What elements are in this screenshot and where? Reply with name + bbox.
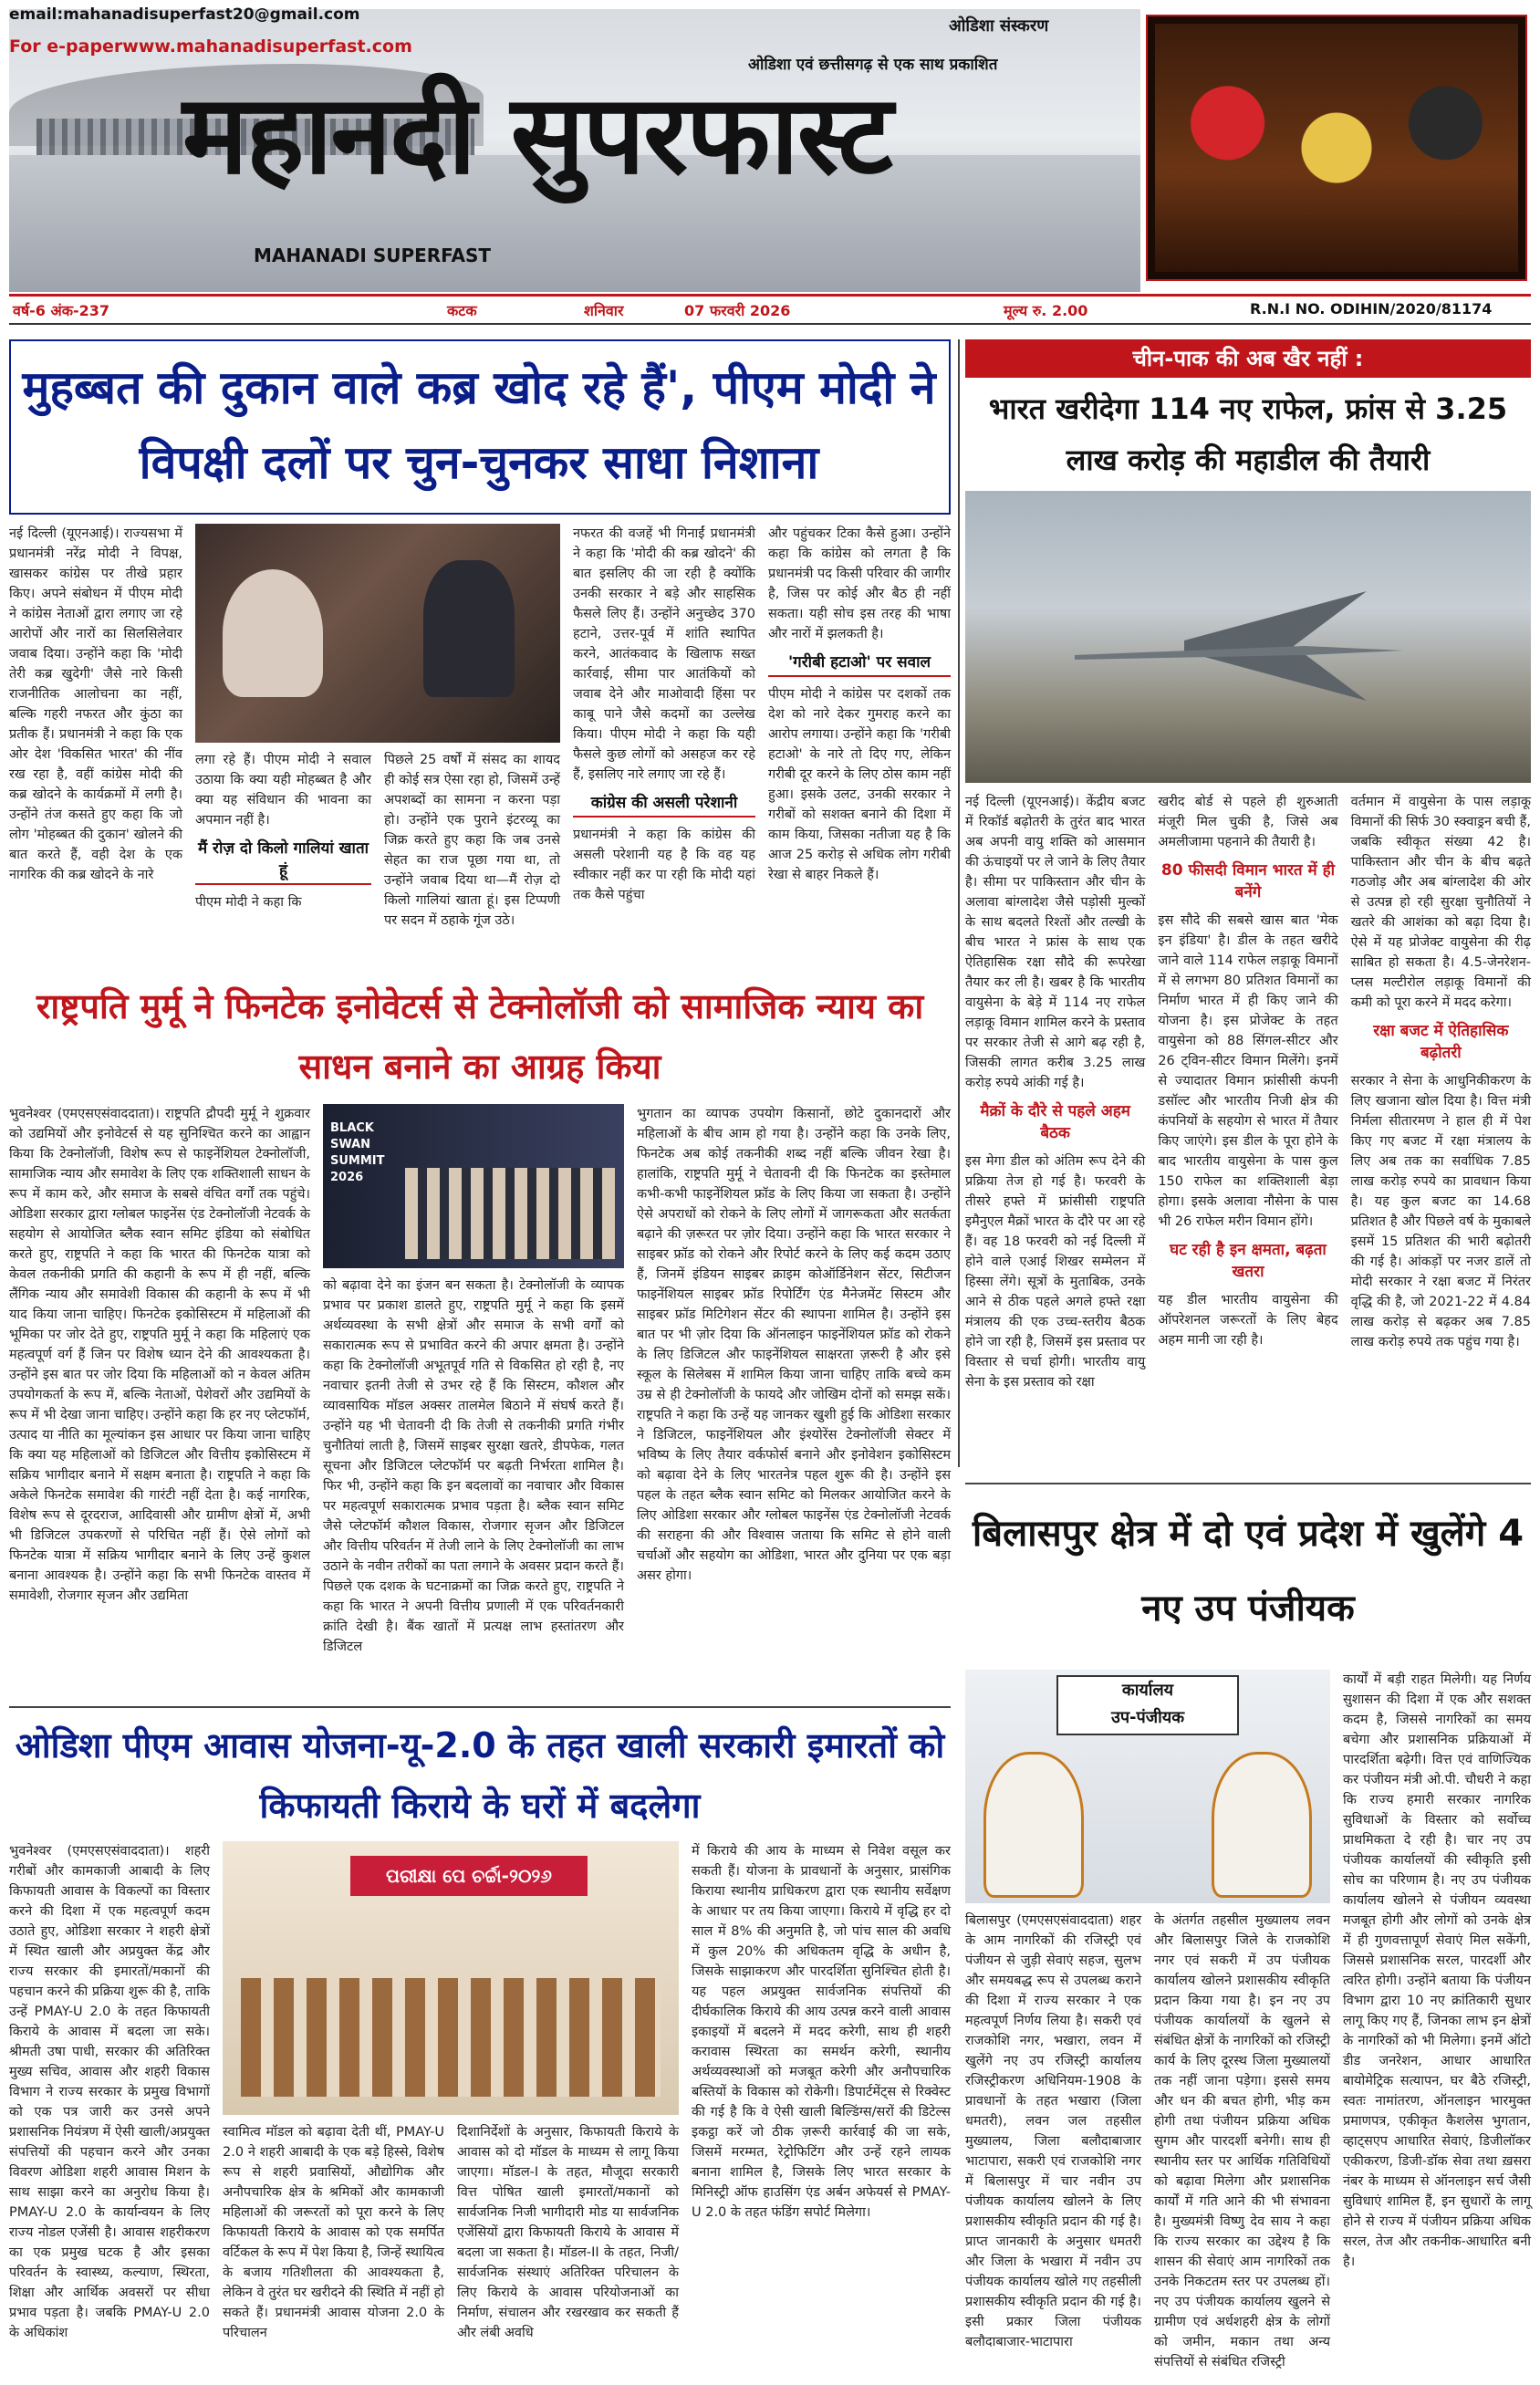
newspaper-subtitle: MAHANADI SUPERFAST [254,245,492,266]
rni-number: R.N.I NO. ODIHIN/2020/81174 [1250,300,1493,318]
rafale-jet-photo [965,491,1531,783]
sign-line2: उप-पंजीयक [1110,1708,1185,1727]
volume-issue: वर्ष-6 अंक-237 [13,302,110,319]
story5-body [965,1670,1531,2372]
story2-col2-wrap [1158,792,1337,1467]
story3-headline[interactable]: राष्ट्रपति मुर्मू ने फिनटेक इनोवेटर्स से टेक्नोलॉजी को सामाजिक न्याय का साधन बनाने का आग्रह किया [36,986,924,1087]
epaper-link[interactable]: For e-paperwww.mahanadisuperfast.com [9,36,412,57]
story3-col2: को बढ़ावा देने का इंजन बन सकता है। टेक्नोलॉजी के व्यापक प्रभाव पर प्रकाश डालते हुए, राष्ट्रपति मुर्मू ने कहा कि इसमें अर्थव्यवस्था के सभी क्षेत्रों और समाज के सभी वर्गों को सकारात्मक रूप से प्रभावित करने की अपार क्षमता है। उन्होंने कहा कि टेक्नोलॉजी अभूतपूर्व गति से विकसित हो रही है, नए नवाचार इतनी तेजी से उभर रहे हैं कि सिस्टम, कौशल और व्यावसायिक मॉडल अक्सर तालमेल बिठाने में संघर्ष करते हैं। उन्होंने यह भी चेतावनी दी कि तेजी से तकनीकी प्रगति गंभीर चुनौतियां लाती है, जिसमें साइबर सुरक्षा खतरे, डीपफेक, गलत सूचना और डिजिटल प्लेटफॉर्म पर बढ़ती निर्भरता शामिल है। फिर भी, उन्होंने कहा कि इन बदलावों का नवाचार और विकास पर महत्वपूर्ण सकारात्मक प्रभाव पड़ता है। ब्लैक स्वान समिट जैसे प्लेटफॉर्म कौशल विकास, रोजगार सृजन और डिजिटल और वित्तीय परिवर्तन में तेजी लाने के लिए टेक्नोलॉजी का लाभ उठाने के नवीन तरीकों का पता लगाने के अवसर प्रदान करते हैं। पिछले एक दशक के घटनाक्रमों का जिक्र करते हुए, राष्ट्रपति ने कहा कि भारत ने अपनी वित्तीय प्रणाली में एक परिवर्तनकारी क्रांति देखी है। बैंक खातों में प्रत्यक्ष लाभ हस्तांतरण और डिजिटल [323,1278,624,1654]
story1-col2: लगा रहे हैं। पीएम मोदी ने सवाल उठाया कि क्या यही मोहब्बत है और क्या यह संविधान की भावना का अपमान नहीं है। [195,753,371,828]
story2-subhead-d: रक्षा बजट में ऐतिहासिक बढ़ोतरी [1373,1022,1509,1062]
story5-left [965,1670,1330,2372]
story1-col5: और पहुंचकर टिका कैसे हुआ। उन्होंने कहा कि कांग्रेस को लगता है कि प्रधानमंत्री पद किसी परिवार की जागीर है, जिस पर कोई और बैठ ही नहीं सकता। यही सोच इस तरह की भाषा और नारों में झलकती है। [768,526,951,641]
story2-body [965,792,1531,1467]
story1-col1: नई दिल्ली (यूएनआई)। राज्यसभा में प्रधानमंत्री नरेंद्र मोदी ने विपक्ष, खासकर कांग्रेस पर तीखे प्रहार किए। अपने संबोधन में पीएम मोदी ने कांग्रेस नेताओं द्वारा लगाए जा रहे आरोपों और नारों का सिलसिलेवार जवाब दिया। उन्होंने कहा कि 'मोदी तेरी कब्र खुदेगी' जैसे नारे किसी राजनीतिक आलोचना का नहीं, बल्कि गहरी नफरत और कुंठा का प्रतीक हैं। प्रधानमंत्री ने कहा कि एक ओर देश 'विकसित भारत' की नींव रख रहा है, वहीं कांग्रेस मोदी की कब्र खोदने के कार्यक्रमों में लगी है। उन्होंने तंज कसते हुए कहा कि जो लोग 'मोहब्बत की दुकान' खोलने की बात करते हैं, वही देश के एक नागरिक की कब्र खोदने के नारे [9,526,182,882]
story2-subhead-a: मैक्रों के दौरे से पहले अहम बैठक [980,1102,1130,1142]
registrar-photo [965,1670,1330,1903]
story1-col5b: पीएम मोदी ने कांग्रेस पर दशकों तक देश को नारे देकर गुमराह करने का आरोप लगाया। उन्होंने कहा कि 'गरीबी हटाओ' के नारे तो दिए गए, लेकिन गरीबी दूर करने के लिए ठोस काम नहीं हुआ। इसके उलट, उनकी सरकार ने गरीबों को सशक्त बनाने की दिशा में काम किया, जिसका नतीजा यह है कि आज 25 करोड़ से अधिक लोग गरीबी रेखा से बाहर निकले हैं। [768,687,951,882]
minister-figure [423,560,515,697]
issue-date: 07 फरवरी 2026 [684,302,791,319]
story4-col2: स्वामित्व मॉडल को बढ़ावा देती थीं, PMAY-U 2.0 ने शहरी आबादी के एक बड़े हिस्से, विशेष रूप से शहरी प्रवासियों, औद्योगिक और अनौपचारिक क्षेत्र के श्रमिकों और कामकाजी महिलाओं की जरूरतों को पूरा करने के लिए किफायती किराये के आवास को एक समर्पित वर्टिकल के रूप में पेश किया है, जिन्हें स्थायित्व के बजाय गतिशीलता की आवश्यकता है, लेकिन वे तुरंत घर खरीदने की स्थिति में नहीं हो सकते हैं। प्रधानमंत्री आवास योजना 2.0 के परिचालन [223,2125,444,2340]
story4-headline[interactable]: ओडिशा पीएम आवास योजना-यू-2.0 के तहत खाली सरकारी इमारतों को किफायती किराये के घरों में बदलेगा [15,1725,945,1826]
story1-mid-cols [195,750,560,953]
city: कटक [447,302,477,319]
story5-col2: बिलासपुर (एमएसएसंवाददाता) शहर के आम नागरिकों की रजिस्ट्री एवं पंजीयन से जुड़ी सेवाएं सहज, सुलभ और समयबद्ध रूप से उपलब्ध कराने की दिशा में राज्य सरकार ने एक महत्वपूर्ण निर्णय लिया है। सकरी एवं राजकोशि नगर, भखारा, लवन में खुलेंगे नए उप रजिस्ट्री कार्यालय रजिस्ट्रीकरण अधिनियम-1908 के प्रावधानों के तहत भखारा (जिला धमतरी), लवन जल तहसील मुख्यालय, जिला बलौदाबाजार भाटापारा, सकरी एवं राजकोशि नगर में बिलासपुर में चार नवीन उप पंजीयक कार्यालय खोलने के लिए प्रशासकीय स्वीकृति प्रदान की गई है। प्राप्त जानकारी के अनुसार धमतरी और जिला के भखारा में नवीन उप पंजीयक कार्यालय खोले गए तहसीली प्रशासकीय स्वीकृति प्रदान की गई है। इसी प्रकार जिला पंजीयक बलौदाबाजार-भाटापारा [965,1913,1141,2349]
column-divider [958,339,960,1467]
sign-line1: कार्यालय [1121,1681,1174,1700]
story2-kicker: चीन-पाक की अब खैर नहीं : [965,339,1531,378]
story2-col2c: यह डील भारतीय वायुसेना की ऑपरेशनल जरूरतों के लिए बेहद अहम मानी जा रही है। [1158,1293,1338,1348]
pariksha-photo [223,1841,679,2115]
section-divider [9,1706,951,1708]
summit-people [405,1168,615,1259]
tagline: ओडिशा एवं छत्तीसगढ़ से एक साथ प्रकाशित [748,56,998,74]
price: मूल्य रु. 2.00 [1004,302,1088,319]
story1-body [9,524,951,953]
contact-email[interactable]: email:mahanadisuperfast20@gmail.com [9,5,360,24]
story5-left-cols [965,1911,1330,2372]
story4-col3: दिशानिर्देशों के अनुसार, किफायती किराये के आवास को दो मॉडल के माध्यम से लागू किया जाएगा। मॉडल-I के तहत, मौजूदा सरकारी वित्त पोषित खाली इमारतों/मकानों को सार्वजनिक निजी भागीदारी मोड या सार्वजनिक एजेंसियों द्वारा किफायती किराये के आवास में बदला जा सकता है। मॉडल-II के तहत, निजी/सार्वजनिक संस्थाएं अतिरिक्त परिचालन के लिए किराये के आवास परियोजनाओं का निर्माण, संचालन और रखरखाव कर सकती हैं और लंबी अवधि [457,2125,679,2340]
story4-col4: में किराये की आय के माध्यम से निवेश वसूल कर सकती हैं। योजना के प्रावधानों के अनुसार, प्रासंगिक किराया स्थानीय प्राधिकरण द्वारा एक स्थानीय सर्वेक्षण के आधार पर तय किया जाएगा। किराये में वृद्धि हर दो साल में 8% की अनुमति है, जो पांच साल की अवधि में कुल 20% की अधिकतम वृद्धि के अधीन है, जिसके साझाकरण और पारदर्शिता सुनिश्चित होती है। यह पहल अप्रयुक्त सार्वजनिक संपत्तियों की दीर्घकालिक किराये की आय उत्पन्न करने वाली आवास इकाइयों में बदलने में मदद करेगी, साथ ही शहरी करावास स्थिरता का समर्थन करेगी, स्थानीय अर्थव्यवस्थाओं को मजबूत करेगी और अनौपचारिक बस्तियों के विकास को रोकेगी। डिपार्टमेंट्स से रिक्वेस्ट की गई है कि वे ऐसी खाली बिल्डिंग्स/सरों की डिटेल्स इकट्ठा करें जो ठीक ज़रूरी कार्रवाई की जा सके, जिसमें मरम्मत, रेट्रोफिटिंग और उन्हें रहने लायक बनाना शामिल है, जिसके लिए भारत सरकार के मिनिस्ट्री ऑफ हाउसिंग एंड अर्बन अफेयर्स से PMAY-U 2.0 के तहत फंडिंग सपोर्ट मिलेगा। [692,1844,951,2220]
story2-col1: नई दिल्ली (यूएनआई)। केंद्रीय बजट में रिकॉर्ड बढ़ोतरी के तुरंत बाद भारत अब अपनी वायु शक्ति को आसमान की ऊंचाइयों पर ले जाने के लिए तैयार है। सीमा पर पाकिस्तान और चीन के अलावा बांग्लादेश जैसे पड़ोसी मुल्कों के साथ बदलते रिश्तों और तल्खी के बीच भारत ने फ्रांस के साथ एक ऐतिहासिक रक्षा सौदे की रूपरेखा तैयार कर ली है। खबर है कि भारतीय वायुसेना के बेड़े में 114 नए राफेल लड़ाकू विमान शामिल करने के प्रस्ताव पर सरकार तेजी से आगे बढ़ रही है, जिसकी लागत करीब 3.25 लाख करोड़ रुपये आंकी गई है। [965,795,1146,1090]
story1-subhead1: मैं रोज़ दो किलो गालियां खाता हूं [195,838,371,885]
story2-col2b: इस सौदे की सबसे खास बात 'मेक इन इंडिया' है। डील के तहत खरीदे जाने वाले 114 राफेल लड़ाकू विमानों में से लगभग 80 प्रतिशत विमानों का निर्माण भारत में ही किए जाने की योजना है। इस प्रोजेक्ट के तहत वायुसेना को 88 सिंगल-सीटर और 26 ट्विन-सीटर विमान मिलेंगे। इनमें से ज्यादातर विमान फ्रांसीसी कंपनी डसॉल्ट और भारतीय निजी क्षेत्र की कंपनियों के सहयोग से भारत में तैयार किए जाएंगे। इस डील के पूरा होने के बाद भारतीय वायुसेना के पास कुल 150 राफेल का शक्तिशाली बेड़ा होगा। इसके अलावा नौसेना के पास भी 26 राफेल मरीन विमान होंगे। [1158,913,1338,1229]
story3-col3-top: भुगतान का व्यापक उपयोग किसानों, छोटे दुकानदारों और महिलाओं के बीच आम हो गया है। उन्होंने कहा कि उनके लिए, फिनटेक अब कोई तकनीकी शब्द नहीं बल्कि जीवन रेखा है। हालांकि, राष्ट्रपति मुर्मू ने चेतावनी दी कि फिनटेक का इस्तेमाल कभी-कभी फाइनेंशियल फ्रॉड के लिए किया जा सकता है। उन्होंने ऐसे अपराधों को रोकने के लिए लोगों में जागरूकता और सतर्कता बढ़ाने की ज़रूरत पर ज़ोर दिया। उन्होंने कहा कि भारत सरकार ने साइबर फ्रॉड को रोकने और रिपोर्ट करने के लिए कई कदम उठाए हैं, जिनमें इंडियन साइबर क्राइम कोऑर्डिनेशन सेंटर, सिटीजन फाइनेंशियल साइबर फ्रॉड रिपोर्टिंग एंड मैनेजमेंट सिस्टम और साइबर फ्रॉड मिटिगेशन सेंटर की स्थापना शामिल है। उन्होंने इस बात पर भी ज़ोर दिया कि ऑनलाइन फाइनेंशियल फ्रॉड को रोकने के लिए डिजिटल और फाइनेंशियल साक्षरता ज़रूरी है और इसे स्कूल के सिलेबस में शामिल किया जाना चाहिए ताकि बच्चे कम उम्र से ही टेक्नोलॉजी के फायदे और जोखिम दोनों को समझ सकें। राष्ट्रपति ने कहा कि उन्हें यह जानकर खुशी हुई कि ओडिशा सरकार ने डिजिटल, फाइनेंशियल और इंश्योरेंस टेक्नोलॉजी सेक्टर में भविष्य के लिए तैयार वर्कफोर्स बनाने और इनोवेशन इकोसिस्टम को बढ़ावा देने के लिए भारतनेत्र पहल शुरू की है। उन्होंने इस पहल के तहत ब्लैक स्वान समिट को मिलकर आयोजित करने के लिए ओडिशा सरकार और ग्लोबल फाइनेंस एंड टेक्नोलॉजी नेटवर्क की सराहना की और विश्वास जताया कि समिट से होने वाली चर्चाओं और सहयोग का ओडिशा, भारत और दुनिया पर एक बड़ा असर होगा। [637,1107,951,1583]
story2-col1-wrap [965,792,1145,1467]
newspaper-title: महानदी सुपरफास्ट [182,70,891,199]
summit-photo [323,1104,624,1268]
story1-headline[interactable]: मुहब्बत की दुकान वाले कब्र खोद रहे हैं', पीएम मोदी ने विपक्षी दलों पर चुन-चुनकर साधा निशाना [22,361,936,489]
story1-subhead2: 'गरीबी हटाओ' पर सवाल [768,651,951,677]
weekday: शनिवार [584,302,624,319]
jet-wing [1184,591,1367,701]
story3-right [323,1104,951,1688]
story1-col3: पिछले 25 वर्षों में संसद का शायद ही कोई सत्र ऐसा रहा हो, जिसमें उन्हें अपशब्दों का सामना न करना पड़ा हो। उन्होंने एक पुराने इंटरव्यू का जिक्र करते हुए कहा कि जब उनसे सेहत का राज पूछा गया था, तो उन्होंने जवाब दिया था—मैं रोज़ दो किलो गालियां खाता हूं। इस टिप्पणी पर सदन में ठहाके गूंज उठे। [384,753,560,928]
section-divider-right [965,1483,1531,1484]
story1-subhead3: कांग्रेस की असली परेशानी [573,792,755,818]
minister-portrait [1212,1752,1312,1898]
story2-headline[interactable]: भारत खरीदेगा 114 नए राफेल, फ्रांस से 3.25 लाख करोड़ की महाडील की तैयारी [988,391,1508,477]
story3-body [9,1104,951,1688]
story2-col3b: सरकार ने सेना के आधुनिकीकरण के लिए खजाना खोल दिया है। वित्त मंत्री निर्मला सीतारमण ने हाल ही में पेश किए गए बजट में रक्षा मंत्रालय के लिए अब तक का सर्वाधिक 7.85 लाख करोड़ रुपये का प्रावधान किया है। यह कुल बजट का 14.68 प्रतिशत है और पिछले वर्ष के मुकाबले इसमें 15 प्रतिशत की भारी बढ़ोतरी की गई है। आंकड़ों पर नजर डालें तो मोदी सरकार ने रक्षा बजट में निरंतर वृद्धि की है, जो 2021-22 में 4.84 लाख करोड़ से बढ़कर अब 7.85 लाख करोड़ रुपये तक पहुंच गया है। [1350,1074,1531,1349]
edition-label: ओडिशा संस्करण [949,16,1049,36]
story4-body [9,1841,951,2370]
modi-figure [223,569,323,697]
cm-portrait [983,1752,1084,1898]
story1-col2b: पीएम मोदी ने कहा कि [195,895,302,910]
story1-photo [195,524,560,743]
summit-banner-text: BLACK SWAN SUMMIT 2026 [330,1121,385,1184]
students-group [241,1978,661,2097]
story4-mid-cols [223,2122,679,2370]
pariksha-banner: ପରୀକ୍ଷା ପେ ଚର୍ଚ୍ଚା-୨୦୨୬ [350,1856,588,1896]
deity-artwork [1155,24,1518,272]
story1-col4b: प्रधानमंत्री ने कहा कि कांग्रेस की असली परेशानी यह है कि वह यह स्वीकार नहीं कर पा रही कि मोदी यहां तक कैसे पहुंचा [573,828,755,902]
story3-col1: भुवनेश्वर (एमएसएसंवाददाता)। राष्ट्रपति द्रौपदी मुर्मू ने शुक्रवार को उद्यमियों और इनोवेटर्स से यह सुनिश्चित करने का आह्वान किया कि टेक्नोलॉजी, विशेष रूप से फाइनेंशियल टेक्नोलॉजी, सामाजिक न्याय और समावेश के लिए एक शक्तिशाली साधन के रूप में काम करे, और समाज के सबसे वंचित वर्गों तक पहुंचे। ओडिशा सरकार द्वारा ग्लोबल फाइनेंस एंड टेक्नोलॉजी नेटवर्क के सहयोग से आयोजित ब्लैक स्वान समिट इंडिया को संबोधित करते हुए, राष्ट्रपति ने कहा कि भारत की फिनटेक यात्रा को केवल तकनीकी प्रगति की कहानी के रूप में ही नहीं, बल्कि लैंगिक न्याय और समावेशी विकास की कहानी के रूप में भी याद किया जाना चाहिए। फिनटेक इकोसिस्टम में महिलाओं की भूमिका पर जोर देते हुए, राष्ट्रपति मुर्मू ने कहा कि महिलाएं एक महत्वपूर्ण वर्ग हैं जिन पर विशेष ध्यान देने की आवश्यकता है। उन्होंने इस बात पर जोर दिया कि महिलाओं को न केवल अंतिम उपयोगकर्ता के रूप में, बल्कि नेताओं, पेशेवरों और उद्यमियों के रूप में भी देखा जाना चाहिए। उन्होंने कहा कि हर नए प्लेटफॉर्म, उत्पाद या नीति का मूल्यांकन इस आधार पर किया जाना चाहिए कि क्या यह महिलाओं को डिजिटल और वित्तीय इकोसिस्टम में सक्रिय भागीदार बनाने में सक्षम बनाता है। राष्ट्रपति ने कहा कि अकेले फिनटेक समावेश की गारंटी नहीं देता है। कई नागरिक, विशेष रूप से दूरदराज, आदिवासी और ग्रामीण क्षेत्रों में, अभी भी डिजिटल उपकरणों से परिचित नहीं हैं। ऐसे लोगों को फिनटेक यात्रा में सक्रिय भागीदार बनाने के लिए उन्हें कुशल बनाना आवश्यक है। उन्होंने कहा कि सभी फिनटेक वास्तव में समावेशी, रोजगार सृजन और उद्यमिता [9,1107,310,1603]
story4-mid [223,1841,679,2370]
registrar-sign [1056,1675,1239,1735]
story5-headline[interactable]: बिलासपुर क्षेत्र में दो एवं प्रदेश में खुलेंगे 4 नए उप पंजीयक [972,1513,1524,1630]
story1-mid [195,524,560,953]
deity-image [1146,15,1527,281]
story2-subhead-b: 80 फीसदी विमान भारत में ही बनेंगे [1160,861,1336,901]
story5-col3: के अंतर्गत तहसील मुख्यालय लवन और बिलासपुर जिले के राजकोशि नगर एवं सकरी में उप पंजीयक कार्यालय खोलने प्रशासकीय स्वीकृति प्रदान किया गया है। इन नए उप पंजीयक कार्यालयों के खुलने से संबंधित क्षेत्रों के नागरिकों को रजिस्ट्री कार्य के लिए दूरस्थ जिला मुख्यालयों तक नहीं जाना पड़ेगा। इससे समय और धन की बचत होगी, भीड़ कम होगी तथा पंजीयन प्रक्रिया अधिक सुगम और पारदर्शी बनेगी। साथ ही स्थानीय स्तर पर आर्थिक गतिविधियों को बढ़ावा मिलेगा और प्रशासनिक कार्यों में गति आने की भी संभावना है। मुख्यमंत्री विष्णु देव साय ने कहा कि राज्य सरकार का उद्देश्य है कि शासन की सेवाएं आम नागरिकों तक उनके निकटतम स्तर पर उपलब्ध हों। नए उप पंजीयक कार्यालय खुलने से ग्रामीण एवं अर्धशहरी क्षेत्र के लोगों को जमीन, मकान तथा अन्य संपत्तियों से संबंधित रजिस्ट्री [1154,1913,1330,2369]
story1-col2-wrap [195,750,371,953]
story2-col3: वर्तमान में वायुसेना के पास लड़ाकू विमानों की सिर्फ 30 स्क्वाड्रन बची हैं, जबकि स्वीकृत संख्या 42 है। पाकिस्तान और चीन के बीच बढ़ते गठजोड़ और अब बांग्लादेश की ओर से उत्पन्न हो रही सुरक्षा चुनौतियों ने खतरे की आशंका को बढ़ा दिया है। ऐसे में यह प्रोजेक्ट वायुसेना की रीढ़ साबित हो सकता है। 4.5-जेनरेशन-प्लस मल्टीरोल लड़ाकू विमानों की कमी को पूरा करने में मदद करेगा। [1350,795,1531,1010]
story3-bottom-row [323,1276,951,1688]
story1-col5-wrap [768,524,951,953]
dateline-bar [9,294,1531,325]
story2-col1b: इस मेगा डील को अंतिम रूप देने की प्रक्रिया तेज हो गई है। फरवरी के तीसरे हफ्ते में फ्रांसीसी राष्ट्रपति इमैनुएल मैक्रों भारत के दौरे पर आ रहे हैं। वह 18 फरवरी को नई दिल्ली में होने वाले एआई शिखर सम्मेलन में हिस्सा लेंगे। सूत्रों के मुताबिक, उनके आने से ठीक पहले अगले हफ्ते रक्षा मंत्रालय की एक उच्च-स्तरीय बैठक होने जा रही है, जिसमें इस प्रस्ताव पर विस्तार से चर्चा होगी। भारतीय वायु सेना के इस प्रस्ताव को रक्षा [965,1154,1146,1390]
story2-col3-wrap [1351,792,1531,1467]
story1-col4: नफरत की वजहें भी गिनाईं प्रधानमंत्री ने कहा कि 'मोदी की कब्र खोदने' की बात इसलिए की जा रही है क्योंकि उनकी सरकार ने बड़े और साहसिक फैसले लिए हैं। उन्होंने अनुच्छेद 370 हटाने, उत्तर-पूर्व में शांति स्थापित करने, आतंकवाद के खिलाफ सख्त कार्रवाई, सीमा पार आतंकियों को जवाब देने और माओवादी हिंसा पर काबू पाने जैसे कदमों का उल्लेख किया। पीएम मोदी ने कहा कि यही फैसले कुछ लोगों को असहज कर रहे हैं, इसलिए नारे लगाए जा रहे हैं। [573,526,755,782]
story1-col4-wrap [573,524,755,953]
story5-col1: कार्यों में बड़ी राहत मिलेगी। यह निर्णय सुशासन की दिशा में एक और सशक्त कदम है, जिससे नागरिकों का समय बचेगा और प्रशासनिक प्रक्रियाओं में पारदर्शिता बढ़ेगी। वित्त एवं वाणिज्यिक कर पंजीयन मंत्री ओ.पी. चौधरी ने कहा कि राज्य हमारी सरकार नागरिक सुविधाओं के विस्तार को सर्वोच्च प्राथमिकता दे रही है। चार नए उप पंजीयक कार्यालयों की स्वीकृति इसी सोच का परिणाम है। नए उप पंजीयक कार्यालय खोलने से पंजीयन व्यवस्था मजबूत होगी और लोगों को उनके क्षेत्र में ही गुणवत्तापूर्ण सेवाएं मिल सकेंगी, जिससे प्रशासनिक सरल, पारदर्शी और त्वरित होगी। उन्होंने बताया कि पंजीयन विभाग द्वारा 10 नए क्रांतिकारी सुधार लागू किए गए हैं, जिनका लाभ इन क्षेत्रों के नागरिकों को भी मिलेगा। इनमें ऑटो डीड जनरेशन, आधार आधारित बायोमेट्रिक सत्यापन, घर बैठे रजिस्ट्री, स्वतः नामांतरण, ऑनलाइन भारमुक्त प्रमाणपत्र, एकीकृत कैशलेस भुगतान, व्हाट्सएप आधारित सेवाएं, डिजीलॉकर एकीकरण, डिजी-डॉक सेवा तथा ख़सरा नंबर के माध्यम से ऑनलाइन सर्च जैसी सुविधाएं शामिल हैं, इन सुधारों के लागू होने से राज्य में पंजीयन प्रक्रिया अधिक सरल, तेज और तकनीक-आधारित बनी है। [1343,1672,1531,2269]
story4-col1: भुवनेश्वर (एमएसएसंवाददाता)। शहरी गरीबों और कामकाजी आबादी के लिए किफायती आवास के विकल्पों का विस्तार करने की दिशा में एक महत्वपूर्ण कदम उठाते हुए, ओडिशा सरकार ने शहरी क्षेत्रों में स्थित खाली और अप्रयुक्त केंद्र और राज्य सरकार की इमारतों/मकानों की पहचान करने की प्रक्रिया शुरू की है, ताकि उन्हें PMAY-U 2.0 के तहत किफायती किराये के आवास में बदला जा सके। श्रीमती उषा पाधी, सरकार की अतिरिक्त मुख्य सचिव, आवास और शहरी विकास विभाग ने राज्य सरकार के प्रमुख विभागों को एक पत्र जारी कर उनसे अपने प्रशासनिक नियंत्रण में ऐसी खाली/अप्रयुक्त संपत्तियों की पहचान करने और उनका विवरण ओडिशा शहरी आवास मिशन के साथ साझा करने का अनुरोध किया है। PMAY-U 2.0 के कार्यान्वयन के लिए राज्य नोडल एजेंसी है। आवास शहरीकरण का एक प्रमुख घटक है और इसका परिवर्तन के स्वास्थ्य, कल्याण, स्थिरता, शिक्षा और आर्थिक अवसरों पर सीधा प्रभाव पड़ता है। जबकि PMAY-U 2.0 के अधिकांश [9,1844,210,2340]
story2-col2: खरीद बोर्ड से पहले ही शुरुआती मंजूरी मिल चुकी है, जिसे अब अमलीजामा पहनाने की तैयारी है। [1158,795,1338,849]
story2-subhead-c: घट रही है इन क्षमता, बढ़ता खतरा [1170,1241,1327,1281]
